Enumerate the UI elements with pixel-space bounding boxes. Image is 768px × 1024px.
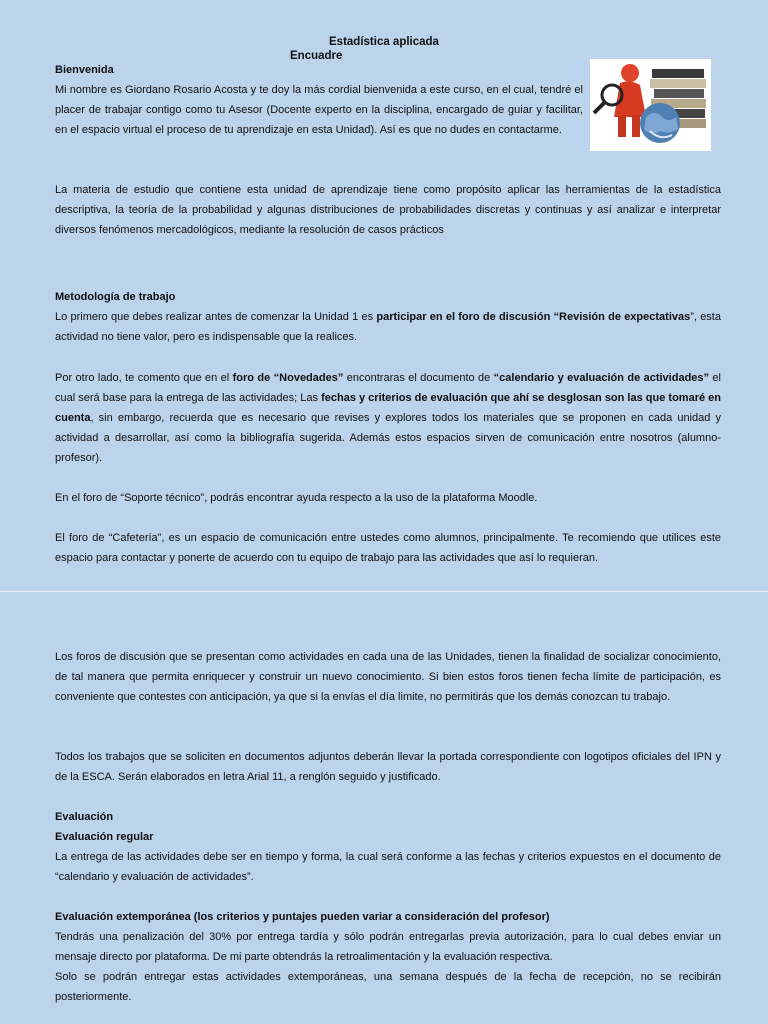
evaluacion-extemporanea-paragraph-1: Tendrás una penalización del 30% por entrega tardía y sólo podrán entregarlas previa autorización, para lo cual debes enviar un mensaje directo por plataforma. De mi parte obtendrás la retroalimentación y la evaluación respectiva. [55, 931, 721, 963]
bienvenida-paragraph-1: Mi nombre es Giordano Rosario Acosta y te doy la más cordial bienvenida a este curso, en el cual, tendré el placer de trabajar contigo como tu Asesor (Docente experto en la disciplina, encargado de guiar y facilitar, en el espacio virtual el proceso de tu aprendizaje en esta Unidad). Así es que no dudes en contactarme. [55, 84, 583, 136]
bienvenida-heading: Bienvenida [55, 64, 114, 76]
metodologia-paragraph-2: Por otro lado, te comento que en el foro de “Novedades” encontraras el documento de “calendario y evaluación de actividades” el cual será base para la entrega de las actividades; Las fechas y criterios de evaluación que ahí se desglosan son las que tomaré en cuenta, sin embargo, recuerda que es necesario que revises y explores todos los materiales que se proponen en cada unidad y actividad a desarrollar, así como la bibliografía sugerida. Además estos espacios sirven de comunicación entre nosotros (alumno-profesor). [55, 372, 721, 464]
foros-paragraph: Los foros de discusión que se presentan como actividades en cada una de las Unidades, tienen la finalidad de socializar conocimiento, de tal manera que permita enriquecer y construir un nuevo conocimiento. Si bien estos foros tienen fecha límite de participación, es conveniente que contestes con anticipación, ya que si la envías el día limite, no permitirás que los demás conozcan tu trabajo. [55, 651, 721, 703]
metodologia-heading: Metodología de trabajo [55, 291, 176, 303]
evaluacion-extemporanea-section [55, 907, 721, 1007]
evaluacion-section [55, 807, 721, 887]
trabajos-paragraph: Todos los trabajos que se soliciten en documentos adjuntos deberán llevar la portada correspondiente con logotipos oficiales del IPN y de la ESCA. Serán elaborados en letra Arial 11, a renglón seguido y justificado. [55, 751, 721, 783]
metodologia-paragraph-3: En el foro de “Soporte técnico”, podrás encontrar ayuda respecto a la uso de la plataforma Moodle. [55, 492, 538, 504]
evaluacion-extemporanea-paragraph-2: Solo se podrán entregar estas actividades extemporáneas, una semana después de la fecha de recepción, no se recibirán posteriormente. [55, 971, 721, 1003]
page-title: Estadística aplicada [329, 36, 439, 48]
page-subtitle: Encuadre [290, 50, 343, 62]
illustration-icon [590, 59, 711, 151]
evaluacion-heading: Evaluación [55, 811, 114, 823]
metodologia-section [55, 287, 721, 347]
evaluacion-extemporanea-heading: Evaluación extemporánea (los criterios y puntajes pueden variar a consideración del profesor) [55, 911, 550, 923]
metodologia-paragraph-1: Lo primero que debes realizar antes de comenzar la Unidad 1 es participar en el foro de discusión “Revisión de expectativas”, esta actividad no tiene valor, pero es indispensable que la realices. [55, 311, 721, 343]
evaluacion-regular-paragraph: La entrega de las actividades debe ser en tiempo y forma, la cual será conforme a las fechas y criterios expuestos en el documento de “calendario y evaluación de actividades”. [55, 851, 721, 883]
evaluacion-regular-heading: Evaluación regular [55, 831, 154, 843]
bienvenida-section [55, 60, 583, 140]
metodologia-paragraph-4: El foro de “Cafetería”, es un espacio de comunicación entre ustedes como alumnos, principalmente. Te recomiendo que utilices este espacio para contactar y ponerte de acuerdo con tu equipo de trabajo para las actividades que así lo requieran. [55, 532, 721, 564]
bienvenida-paragraph-2: La materia de estudio que contiene esta unidad de aprendizaje tiene como propósito aplicar las herramientas de la estadística descriptiva, la teoría de la probabilidad y algunas distribuciones de probabilidades discretas y continuas y así analizar e interpretar diversos fenómenos mercadológicos, mediante la resolución de casos prácticos [55, 184, 721, 236]
page-divider [0, 591, 768, 592]
